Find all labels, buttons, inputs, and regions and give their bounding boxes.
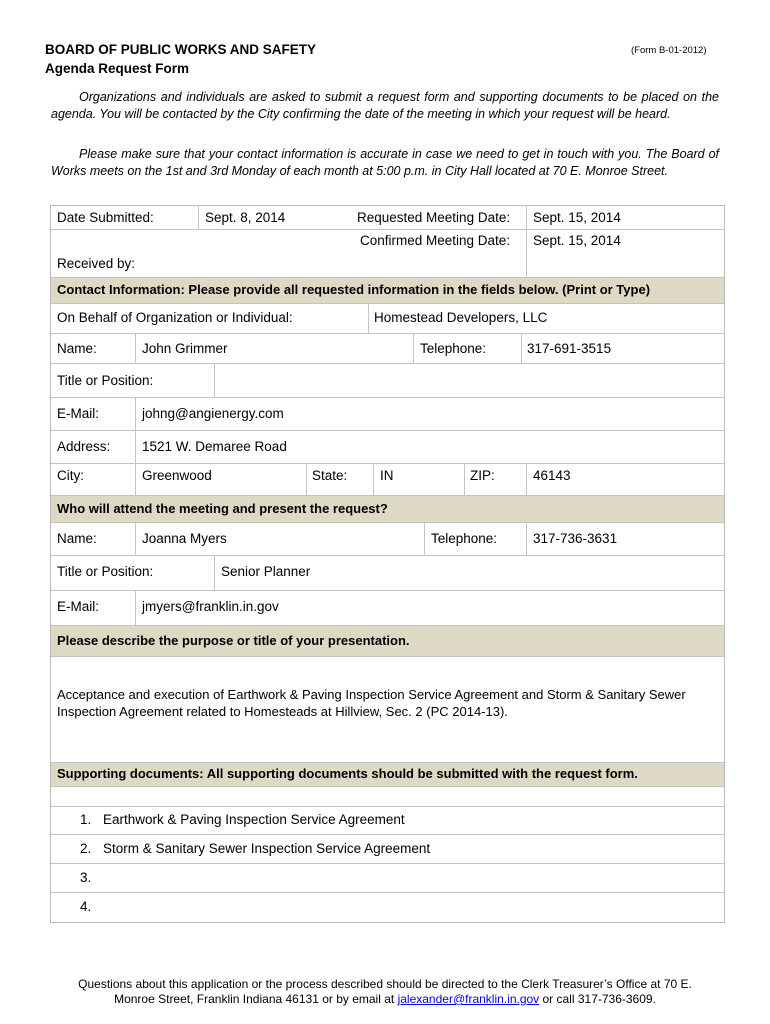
- requested-date-value[interactable]: Sept. 15, 2014: [533, 210, 621, 225]
- row-divider: [51, 863, 724, 864]
- row-divider: [51, 229, 724, 230]
- intro-paragraph-1: Organizations and individuals are asked to submit a request form and supporting documents to be placed on the agenda. You will be contacted by the City confirming the date of the meeting in which your request will be heard.: [51, 90, 719, 121]
- received-by-label: Received by:: [57, 256, 136, 271]
- supporting-section-header: Supporting documents: All supporting documents should be submitted with the request form.: [57, 766, 638, 781]
- footer-line-2-suffix: or call 317-736-3609.: [539, 992, 656, 1006]
- purpose-section-header: Please describe the purpose or title of your presentation.: [57, 633, 410, 648]
- row-divider: [51, 397, 724, 398]
- presenter-email-label: E-Mail:: [57, 599, 100, 614]
- presenter-title-label: Title or Position:: [57, 564, 154, 579]
- presenter-name-value[interactable]: Joanna Myers: [142, 531, 227, 546]
- supporting-item-number: 1.: [80, 812, 92, 827]
- presenter-phone-label: Telephone:: [431, 531, 498, 546]
- clerk-email-link[interactable]: jalexander@franklin.in.gov: [397, 992, 540, 1006]
- supporting-item-number: 4.: [80, 899, 92, 914]
- contact-name-label: Name:: [57, 341, 97, 356]
- row-divider: [51, 463, 724, 464]
- row-divider: [51, 590, 724, 591]
- col-divider: [214, 555, 215, 590]
- row-divider: [51, 430, 724, 431]
- row-divider: [51, 495, 724, 496]
- row-divider: [51, 625, 724, 626]
- confirmed-date-value[interactable]: Sept. 15, 2014: [533, 233, 621, 248]
- footer-line-1: Questions about this application or the process described should be directed to the Clerk Treasurer’s Office at 70 E.: [78, 977, 692, 991]
- row-divider: [51, 834, 724, 835]
- address-label: Address:: [57, 439, 111, 454]
- presenter-title-value[interactable]: Senior Planner: [221, 564, 311, 579]
- presenter-phone-value[interactable]: 317-736-3631: [533, 531, 618, 546]
- state-value[interactable]: IN: [380, 468, 394, 483]
- col-divider: [526, 206, 527, 277]
- city-value[interactable]: Greenwood: [142, 468, 212, 483]
- contact-email-label: E-Mail:: [57, 406, 100, 421]
- supporting-item-text[interactable]: Storm & Sanitary Sewer Inspection Service Agreement: [103, 841, 431, 856]
- contact-phone-value[interactable]: 317-691-3515: [527, 341, 612, 356]
- state-label: State:: [312, 468, 348, 483]
- intro-paragraph-2: Please make sure that your contact information is accurate in case we need to get in touch with you. The Board of Works meets on the 1st and 3rd Monday of each month at 5:00 p.m. in City Hall located at 70 E. Monroe Street.: [51, 147, 719, 178]
- supporting-item-number: 2.: [80, 841, 92, 856]
- row-divider: [51, 786, 724, 787]
- contact-title-label: Title or Position:: [57, 373, 154, 388]
- row-divider: [51, 522, 724, 523]
- date-submitted-value[interactable]: Sept. 8, 2014: [205, 210, 286, 225]
- row-divider: [51, 656, 724, 657]
- row-divider: [51, 333, 724, 334]
- supporting-item-text[interactable]: Earthwork & Paving Inspection Service Agreement: [103, 812, 405, 827]
- behalf-label: On Behalf of Organization or Individual:: [57, 310, 293, 325]
- row-divider: [51, 303, 724, 304]
- row-divider: [51, 277, 724, 278]
- form-number: (Form B-01-2012): [631, 45, 707, 56]
- row-divider: [51, 806, 724, 807]
- col-divider: [368, 303, 369, 333]
- zip-value[interactable]: 46143: [533, 468, 571, 483]
- col-divider: [464, 463, 465, 495]
- col-divider: [306, 463, 307, 495]
- contact-email-value[interactable]: johng@angienergy.com: [142, 406, 284, 421]
- behalf-value[interactable]: Homestead Developers, LLC: [374, 310, 548, 325]
- col-divider: [526, 522, 527, 555]
- footer-line-2: [45, 992, 725, 1007]
- contact-phone-label: Telephone:: [420, 341, 487, 356]
- supporting-item-number: 3.: [80, 870, 92, 885]
- col-divider: [135, 590, 136, 625]
- row-divider: [51, 363, 724, 364]
- confirmed-date-label: Confirmed Meeting Date:: [360, 233, 511, 248]
- col-divider: [198, 206, 199, 229]
- presenter-name-label: Name:: [57, 531, 97, 546]
- requested-date-label: Requested Meeting Date:: [357, 210, 511, 225]
- col-divider: [413, 333, 414, 363]
- footer-note: [45, 977, 725, 1007]
- col-divider: [135, 522, 136, 555]
- contact-section-header: Contact Information: Please provide all requested information in the fields below. (Print or Type): [57, 282, 651, 297]
- form-subtitle: Agenda Request Form: [45, 61, 190, 76]
- zip-label: ZIP:: [470, 468, 495, 483]
- purpose-description[interactable]: Acceptance and execution of Earthwork & Paving Inspection Service Agreement and Storm & Sanitary Sewer Inspection Agreement related to Homesteads at Hillview, Sec. 2 (PC 2014-13).: [57, 687, 686, 719]
- col-divider: [521, 333, 522, 363]
- col-divider: [424, 522, 425, 555]
- date-submitted-label: Date Submitted:: [57, 210, 154, 225]
- presenter-email-value[interactable]: jmyers@franklin.in.gov: [142, 599, 279, 614]
- city-label: City:: [57, 468, 84, 483]
- footer-line-2-prefix: Monroe Street, Franklin Indiana 46131 or by email at: [114, 992, 398, 1006]
- contact-name-value[interactable]: John Grimmer: [142, 341, 228, 356]
- address-value[interactable]: 1521 W. Demaree Road: [142, 439, 287, 454]
- row-divider: [51, 762, 724, 763]
- presenter-section-header: Who will attend the meeting and present the request?: [57, 501, 388, 516]
- col-divider: [135, 397, 136, 495]
- col-divider: [373, 463, 374, 495]
- col-divider: [526, 463, 527, 495]
- col-divider: [135, 333, 136, 363]
- row-divider: [51, 892, 724, 893]
- col-divider: [214, 363, 215, 397]
- form-title: BOARD OF PUBLIC WORKS AND SAFETY: [45, 42, 316, 57]
- row-divider: [51, 555, 724, 556]
